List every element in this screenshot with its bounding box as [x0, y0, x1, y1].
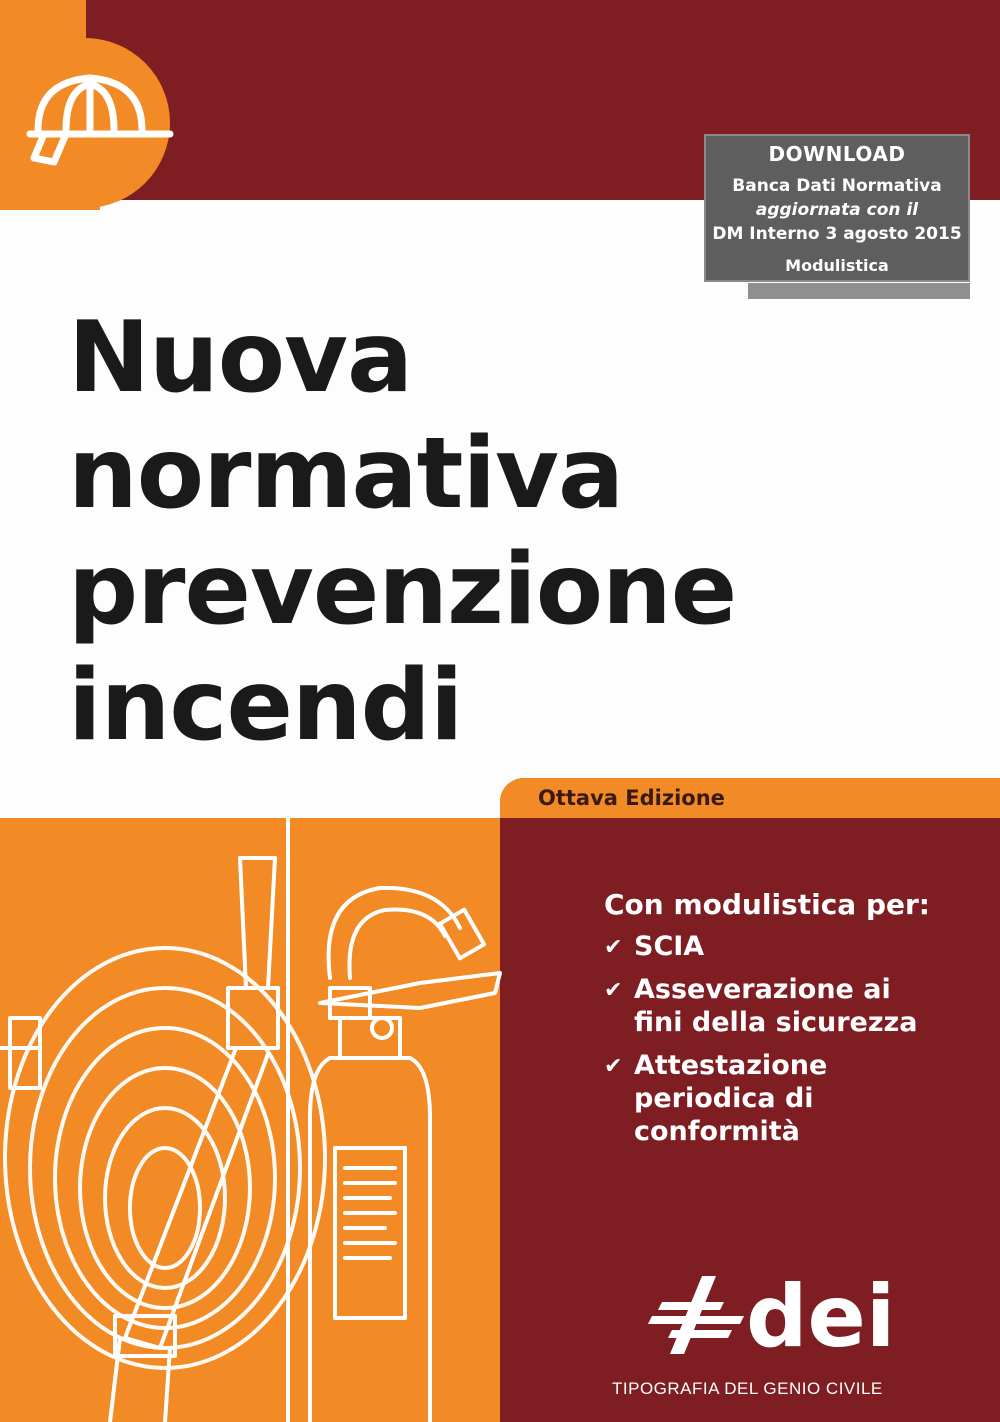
modulistica-heading: Con modulistica per: — [604, 888, 930, 921]
title-line-1: Nuova — [68, 301, 413, 415]
hose-reel-and-extinguisher-illustration — [0, 818, 600, 1422]
list-item — [604, 1049, 994, 1148]
modulistica-list — [604, 930, 994, 1158]
edition-label: Ottava Edizione — [538, 786, 725, 810]
publisher-logo — [632, 1258, 932, 1368]
checkmark-icon: ✔ — [604, 978, 623, 1003]
item-line: fini della sicurezza — [634, 1007, 918, 1038]
logo-text: dei — [746, 1267, 896, 1367]
download-line-1: Banca Dati Normativa — [732, 176, 942, 196]
item-line: periodica di — [634, 1083, 814, 1114]
checkmark-icon: ✔ — [604, 1054, 623, 1079]
title-line-2: normativa — [68, 417, 624, 531]
download-line-3: DM Interno 3 agosto 2015 — [712, 224, 962, 244]
item-line: SCIA — [634, 931, 705, 962]
download-title: DOWNLOAD — [768, 142, 906, 166]
list-item — [604, 973, 994, 1039]
publisher-name: TIPOGRAFIA DEL GENIO CIVILE — [612, 1379, 883, 1398]
hard-hat-icon — [20, 60, 180, 180]
download-box — [704, 134, 970, 282]
checkmark-icon: ✔ — [604, 935, 623, 960]
item-line: Attestazione — [634, 1050, 828, 1081]
download-box-shadow — [748, 283, 970, 299]
title-line-3: prevenzione — [68, 533, 737, 647]
download-line-4: Modulistica — [785, 256, 889, 275]
item-line: Asseverazione ai — [634, 974, 891, 1005]
item-line: conformità — [634, 1116, 800, 1147]
list-item — [604, 930, 994, 963]
book-title — [68, 300, 828, 764]
download-line-2: aggiornata con il — [755, 200, 919, 220]
title-line-4: incendi — [68, 649, 463, 763]
